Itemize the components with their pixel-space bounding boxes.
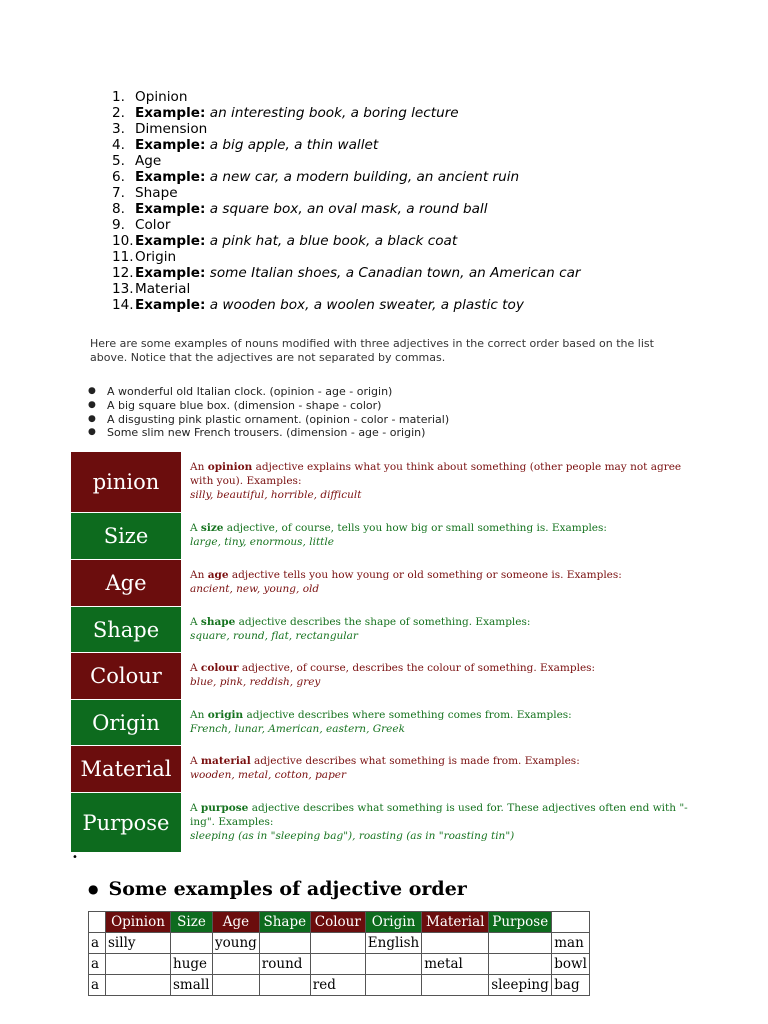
category-description: An origin adjective describes where something comes from. Examples: French, lunar, American, eastern, Greek [190, 709, 572, 735]
category-description: A purpose adjective describes what something is used for. These adjectives often end with "-ing". Examples: sleeping (as in "sleeping bag"), roasting (as in "roasting tin") [190, 802, 688, 842]
category-label: Shape [71, 607, 181, 653]
category-description: A colour adjective, of course, describes the colour of something. Examples: blue, pink, reddish, grey [190, 662, 596, 688]
category-row-size [71, 513, 691, 560]
table-row [89, 975, 590, 996]
category-description: An age adjective tells you how young or old something or someone is. Examples: ancient, new, young, old [190, 569, 622, 595]
category-label: Origin [71, 700, 181, 746]
table-cell [213, 975, 260, 996]
table-cell: a [89, 933, 106, 954]
table-header-cell: Size [171, 912, 213, 933]
list-item: 14. Example: a wooden box, a woolen sweater, a plastic toy [112, 297, 524, 313]
table-cell [259, 975, 310, 996]
category-label: pinion [71, 452, 181, 513]
table-cell [213, 954, 260, 975]
category-row-purpose [71, 793, 691, 853]
list-item: 2. Example: an interesting book, a boring lecture [112, 105, 459, 121]
table-cell [365, 975, 421, 996]
category-label: Size [71, 513, 181, 560]
adjective-order-example-table [88, 911, 590, 996]
adjective-category-table [71, 452, 691, 853]
list-item: ● A wonderful old Italian clock. (opinion - age - origin) [88, 385, 393, 398]
list-item: 11. Origin [112, 249, 177, 265]
category-label: Colour [71, 653, 181, 700]
bullet-icon: ● [88, 413, 96, 424]
table-cell: man [552, 933, 590, 954]
table-cell: English [365, 933, 421, 954]
table-cell: a [89, 975, 106, 996]
table-cell: red [310, 975, 365, 996]
table-header-cell: Material [422, 912, 489, 933]
table-cell: young [213, 933, 260, 954]
list-item: 9. Color [112, 217, 171, 233]
example-sentence-list [88, 385, 449, 440]
category-description: A shape adjective describes the shape of something. Examples: square, round, flat, rectangular [190, 616, 531, 642]
category-row-age [71, 560, 691, 607]
table-cell [422, 975, 489, 996]
category-description: A material adjective describes what something is made from. Examples: wooden, metal, cotton, paper [190, 755, 580, 781]
list-item: 5. Age [112, 153, 162, 169]
table-header-cell: Opinion [106, 912, 171, 933]
intro-paragraph: Here are some examples of nouns modified with three adjectives in the correct order based on the list above. Notice that the adjectives are not separated by commas. [90, 337, 654, 364]
list-item: 10. Example: a pink hat, a blue book, a black coat [112, 233, 458, 249]
category-row-colour [71, 653, 691, 700]
list-item: 1. Opinion [112, 89, 188, 105]
table-cell [171, 933, 213, 954]
table-cell [422, 933, 489, 954]
list-item: 12. Example: some Italian shoes, a Canadian town, an American car [112, 265, 581, 281]
category-label: Purpose [71, 793, 181, 853]
table-cell: small [171, 975, 213, 996]
table-cell: sleeping [489, 975, 552, 996]
bullet-icon: ● [88, 882, 99, 896]
bullet-icon: ● [88, 427, 96, 438]
table-cell: bag [552, 975, 590, 996]
category-label: Age [71, 560, 181, 607]
table-cell: huge [171, 954, 213, 975]
table-cell: a [89, 954, 106, 975]
table-cell: silly [106, 933, 171, 954]
category-label: Material [71, 746, 181, 793]
list-item: 3. Dimension [112, 121, 208, 137]
category-description: An opinion adjective explains what you think about something (other people may not agree with you). Examples: silly, beautiful, horrible, difficult [190, 461, 682, 501]
adjective-order-list [112, 89, 580, 313]
table-cell [310, 933, 365, 954]
table-cell [259, 933, 310, 954]
table-header-cell: Origin [365, 912, 421, 933]
table-cell [106, 954, 171, 975]
table-header-cell [89, 912, 106, 933]
table-header-cell: Purpose [489, 912, 552, 933]
table-row [89, 954, 590, 975]
table-cell: round [259, 954, 310, 975]
table-header-cell [552, 912, 590, 933]
list-item: 13. Material [112, 281, 191, 297]
list-item: 4. Example: a big apple, a thin wallet [112, 137, 379, 153]
category-description: A size adjective, of course, tells you how big or small something is. Examples: large, tiny, enormous, little [190, 522, 607, 548]
bullet-icon: ● [88, 399, 96, 410]
table-cell: bowl [552, 954, 590, 975]
table-cell [106, 975, 171, 996]
category-row-origin [71, 700, 691, 746]
list-item: ● Some slim new French trousers. (dimension - age - origin) [88, 426, 426, 440]
table-header-row [89, 912, 590, 933]
list-item: ● A disgusting pink plastic ornament. (opinion - color - material) [88, 412, 450, 426]
list-item: ● A big square blue box. (dimension - shape - color) [88, 398, 382, 412]
bullet-icon: • [72, 852, 78, 863]
table-cell: metal [422, 954, 489, 975]
table-header-cell: Age [213, 912, 260, 933]
table-cell [489, 954, 552, 975]
table-row [89, 933, 590, 954]
table-header-cell: Colour [310, 912, 365, 933]
table-cell [489, 933, 552, 954]
category-row-material [71, 746, 691, 793]
category-row-shape [71, 607, 691, 653]
list-item: 8. Example: a square box, an oval mask, a round ball [112, 201, 488, 217]
section-heading: ● Some examples of adjective order [88, 878, 467, 900]
list-item: 7. Shape [112, 185, 178, 201]
table-cell [310, 954, 365, 975]
table-header-cell: Shape [259, 912, 310, 933]
table-cell [365, 954, 421, 975]
category-row-opinion [71, 452, 691, 513]
list-item: 6. Example: a new car, a modern building, an ancient ruin [112, 169, 520, 185]
bullet-icon: ● [88, 386, 96, 396]
